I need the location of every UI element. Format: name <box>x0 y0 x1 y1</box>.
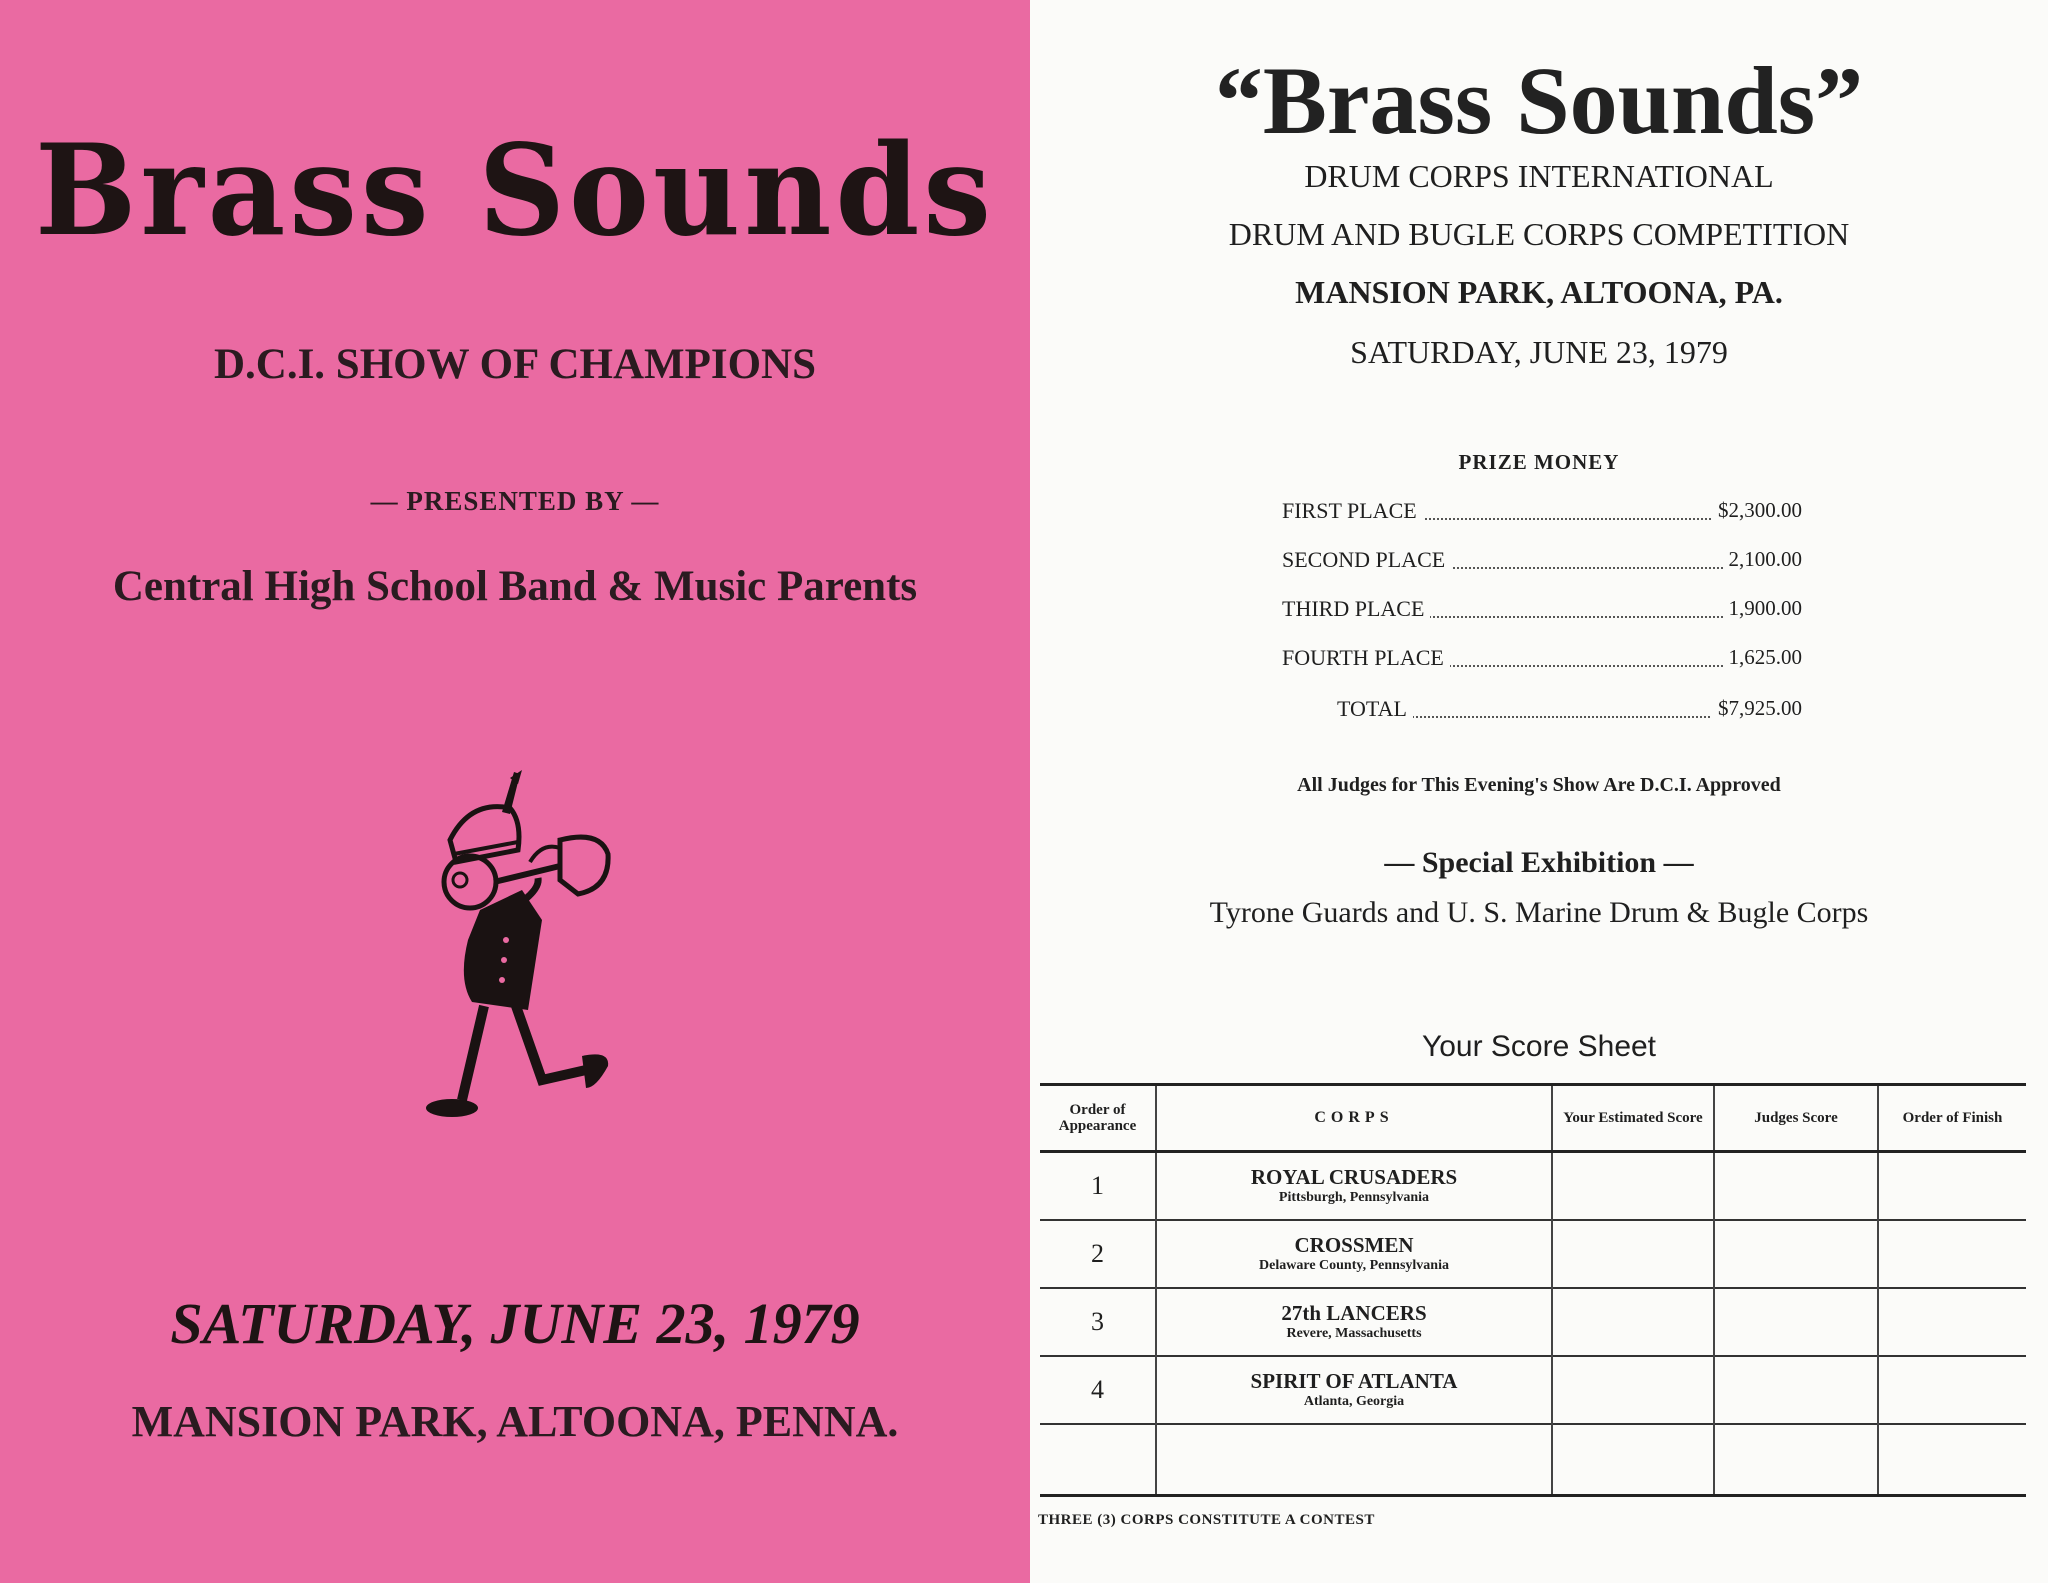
contest-footnote: THREE (3) CORPS CONSTITUTE A CONTEST <box>1038 1512 1375 1528</box>
prize-amount: 1,625.00 <box>1723 645 1803 670</box>
cover-title: Brass Sounds <box>35 116 995 265</box>
prize-row-total <box>1282 696 1802 726</box>
corps-name: CROSSMEN <box>1294 1232 1414 1257</box>
estimated-score-cell[interactable] <box>1552 1152 1714 1220</box>
order-cell: 3 <box>1091 1306 1104 1336</box>
order-cell[interactable] <box>1040 1424 1156 1496</box>
judges-score-cell[interactable] <box>1714 1152 1878 1220</box>
corps-location: Atlanta, Georgia <box>1303 1393 1405 1409</box>
order-of-finish-cell[interactable] <box>1878 1288 2026 1356</box>
prize-amount: $2,300.00 <box>1712 498 1802 523</box>
order-cell: 4 <box>1091 1374 1104 1404</box>
corps-location: Pittsburgh, Pennsylvania <box>1278 1189 1430 1205</box>
corps-name: 27th LANCERS <box>1281 1300 1427 1325</box>
judges-score-cell[interactable] <box>1714 1288 1878 1356</box>
corps-name: SPIRIT OF ATLANTA <box>1250 1368 1458 1393</box>
prize-label: FIRST PLACE <box>1282 498 1423 524</box>
estimated-score-cell[interactable] <box>1552 1356 1714 1424</box>
prize-amount: 1,900.00 <box>1723 596 1803 621</box>
prize-label: FOURTH PLACE <box>1282 645 1450 671</box>
organization-line: DRUM CORPS INTERNATIONAL <box>1304 158 1774 194</box>
prize-label: THIRD PLACE <box>1282 596 1430 622</box>
exhibition-heading: — Special Exhibition — <box>1384 846 1694 879</box>
order-of-finish-cell[interactable] <box>1878 1220 2026 1288</box>
program-inner-page <box>1030 0 2048 1583</box>
judges-score-cell[interactable] <box>1714 1356 1878 1424</box>
estimated-score-cell[interactable] <box>1552 1220 1714 1288</box>
prize-row-fourth <box>1282 645 1802 675</box>
exhibition-text: Tyrone Guards and U. S. Marine Drum & Bugle Corps <box>1209 896 1869 929</box>
judges-score-cell[interactable] <box>1714 1424 1878 1496</box>
competition-line: DRUM AND BUGLE CORPS COMPETITION <box>1228 216 1850 252</box>
column-header-order: Order of Appearance <box>1058 1102 1137 1134</box>
order-of-finish-cell[interactable] <box>1878 1424 2026 1496</box>
cover-subtitle: D.C.I. SHOW OF CHAMPIONS <box>213 341 817 388</box>
prize-row-first <box>1282 498 1802 528</box>
column-header-corps: CORPS <box>1156 1085 1552 1152</box>
table-row <box>1040 1220 2026 1288</box>
corps-location: Revere, Massachusetts <box>1286 1325 1422 1341</box>
prize-amount: $7,925.00 <box>1712 696 1802 721</box>
prize-amount: 2,100.00 <box>1723 547 1803 572</box>
table-row-blank <box>1040 1424 2026 1496</box>
cover-location: MANSION PARK, ALTOONA, PENNA. <box>131 1397 899 1446</box>
corps-name: ROYAL CRUSADERS <box>1250 1164 1458 1189</box>
table-header-row <box>1040 1085 2026 1152</box>
date-line: SATURDAY, JUNE 23, 1979 <box>1350 334 1728 370</box>
estimated-score-cell[interactable] <box>1552 1424 1714 1496</box>
order-cell: 2 <box>1091 1238 1104 1268</box>
corps-cell <box>1156 1288 1552 1356</box>
order-cell: 1 <box>1091 1170 1104 1200</box>
judges-note: All Judges for This Evening's Show Are D.C.I. Approved <box>1297 774 1781 796</box>
program-title: “Brass Sounds” <box>1214 47 1864 154</box>
column-header-order-of-finish: Order of Finish <box>1878 1085 2026 1152</box>
prize-row-second <box>1282 547 1802 577</box>
order-of-finish-cell[interactable] <box>1878 1356 2026 1424</box>
table-row <box>1040 1288 2026 1356</box>
score-sheet-heading: Your Score Sheet <box>1421 1030 1657 1063</box>
corps-cell <box>1156 1152 1552 1220</box>
column-header-estimated-score: Your Estimated Score <box>1552 1085 1714 1152</box>
presented-by-label: — PRESENTED BY — <box>370 486 660 516</box>
prize-label: TOTAL <box>1337 696 1413 722</box>
prize-money-heading: PRIZE MONEY <box>1458 450 1620 474</box>
corps-cell <box>1156 1220 1552 1288</box>
prize-row-third <box>1282 596 1802 626</box>
cover-date: SATURDAY, JUNE 23, 1979 <box>170 1291 860 1356</box>
venue-line: MANSION PARK, ALTOONA, PA. <box>1295 274 1783 310</box>
table-row <box>1040 1152 2026 1220</box>
order-of-finish-cell[interactable] <box>1878 1152 2026 1220</box>
table-row <box>1040 1356 2026 1424</box>
prize-label: SECOND PLACE <box>1282 547 1451 573</box>
score-sheet-table <box>1040 1083 2026 1497</box>
corps-cell <box>1156 1356 1552 1424</box>
column-header-judges-score: Judges Score <box>1714 1085 1878 1152</box>
bugler-mascot-illustration <box>410 770 650 1150</box>
corps-location: Delaware County, Pennsylvania <box>1259 1257 1449 1273</box>
presenter-name: Central High School Band & Music Parents <box>112 563 918 610</box>
estimated-score-cell[interactable] <box>1552 1288 1714 1356</box>
corps-cell[interactable] <box>1156 1424 1552 1496</box>
judges-score-cell[interactable] <box>1714 1220 1878 1288</box>
